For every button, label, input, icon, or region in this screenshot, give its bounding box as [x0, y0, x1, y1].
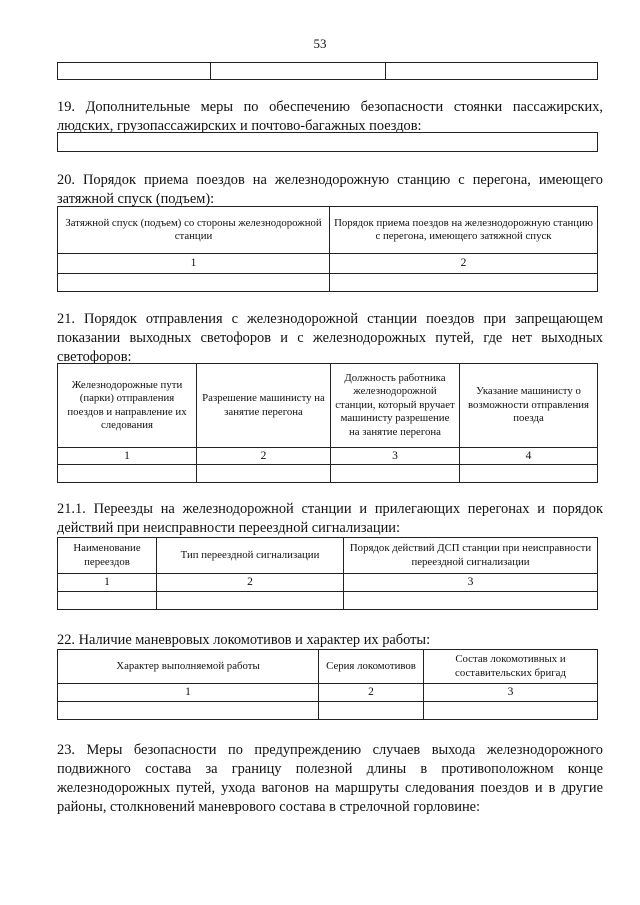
table-cell [331, 465, 460, 483]
section-22-table [57, 649, 598, 720]
section-21-1-table [57, 537, 598, 610]
column-number: 2 [197, 448, 331, 465]
column-number: 3 [344, 574, 598, 592]
column-number: 1 [58, 254, 330, 274]
section-19-table [57, 132, 598, 152]
table-cell [460, 465, 598, 483]
table-cell [211, 63, 386, 80]
section-21-table [57, 363, 598, 483]
section-19-text: 19. Дополнительные меры по обеспечению безопасности стоянки пассажирских, людских, грузопассажирских и почтово-багажных поездов: [57, 99, 603, 134]
table-header: Разрешение машинисту на занятие перегона [197, 364, 331, 448]
table-header: Затяжной спуск (подъем) со стороны железнодорожной станции [58, 207, 330, 254]
section-21-text: 21. Порядок отправления с железнодорожной станции поездов при запрещающем показании выходных светофоров и с железнодорожных путей, где нет выходных светофоров: [57, 311, 603, 365]
column-number: 1 [58, 574, 157, 592]
table-cell [197, 465, 331, 483]
table-header: Должность работника железнодорожной станции, который вручает машинисту разрешение на занятие перегона [331, 364, 460, 448]
table-cell [58, 274, 330, 292]
table-cell [157, 592, 344, 610]
column-number: 4 [460, 448, 598, 465]
table-header: Порядок действий ДСП станции при неисправности переездной сигнализации [344, 538, 598, 574]
table-cell [58, 592, 157, 610]
table-cell [386, 63, 598, 80]
table-header: Наименование переездов [58, 538, 157, 574]
column-number: 2 [319, 684, 424, 702]
table-header: Железнодорожные пути (парки) отправления поездов и направление их следования [58, 364, 197, 448]
table-cell [58, 63, 211, 80]
section-21-1-text: 21.1. Переезды на железнодорожной станции и прилегающих перегонах и порядок действий при неисправности переездной сигнализации: [57, 501, 603, 536]
section-22-text: 22. Наличие маневровых локомотивов и характер их работы: [57, 632, 431, 648]
table-header: Указание машинисту о возможности отправления поезда [460, 364, 598, 448]
table-header: Характер выполняемой работы [58, 650, 319, 684]
table-header: Состав локомотивных и составительских бригад [424, 650, 598, 684]
column-number: 3 [331, 448, 460, 465]
section-20-table [57, 206, 598, 292]
table-cell [330, 274, 598, 292]
column-number: 1 [58, 448, 197, 465]
column-number: 1 [58, 684, 319, 702]
column-number: 2 [157, 574, 344, 592]
table-cell [58, 702, 319, 720]
previous-table-tail [57, 62, 598, 80]
table-cell [58, 465, 197, 483]
column-number: 3 [424, 684, 598, 702]
table-cell [58, 133, 598, 152]
table-cell [424, 702, 598, 720]
column-number: 2 [330, 254, 598, 274]
table-cell [319, 702, 424, 720]
table-cell [344, 592, 598, 610]
page-number: 53 [313, 36, 327, 51]
section-20-text: 20. Порядок приема поездов на железнодорожную станцию с перегона, имеющего затяжной спуск (подъем): [57, 172, 603, 207]
table-header: Тип переездной сигнализации [157, 538, 344, 574]
table-header: Порядок приема поездов на железнодорожную станцию с перегона, имеющего затяжной спуск [330, 207, 598, 254]
section-23-text: 23. Меры безопасности по предупреждению случаев выхода железнодорожного подвижного состава за границу полезной длины в противоположном конце железнодорожных путей, ухода вагонов на маршруты следования поездов и в другие районы, столкновений маневрового состава в стрелочной горловине: [57, 742, 603, 815]
table-header: Серия локомотивов [319, 650, 424, 684]
